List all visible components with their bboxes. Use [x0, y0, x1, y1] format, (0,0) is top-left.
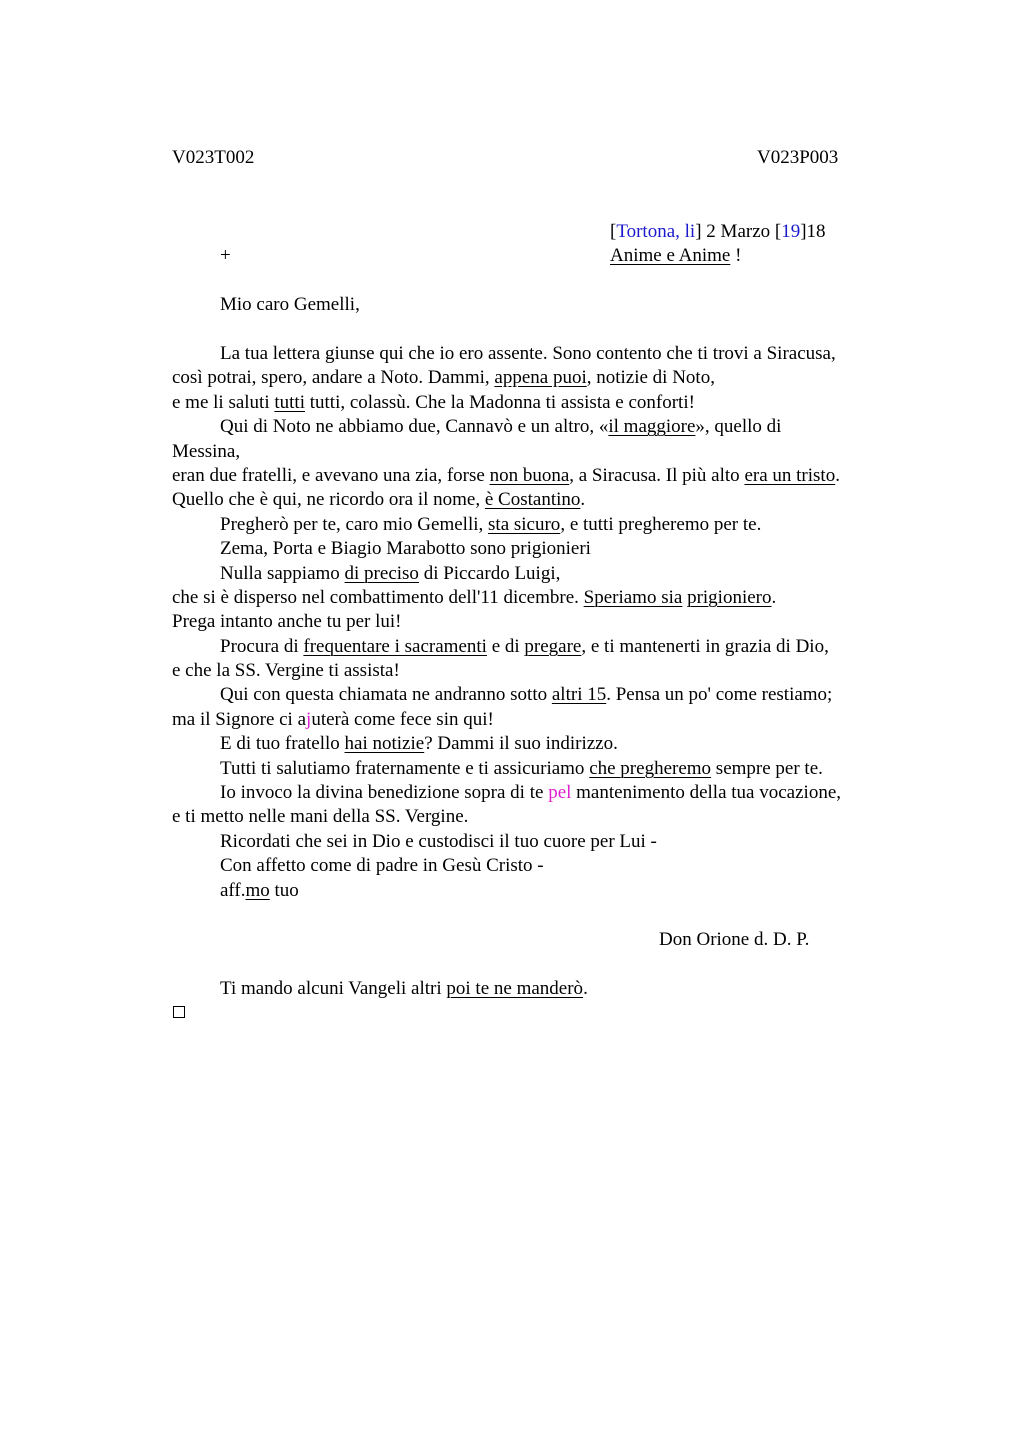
text-segment: , e tutti pregheremo per te. — [560, 513, 762, 535]
cross-mark: + — [220, 245, 231, 266]
text-segment: E di tuo fratello — [220, 733, 345, 755]
text-segment: eran due fratelli, e avevano una zia, forse — [172, 464, 490, 486]
letter-body — [172, 342, 912, 903]
postscript-end: . — [583, 978, 588, 999]
underlined-text: era un tristo — [744, 464, 836, 486]
text-segment: e me li saluti — [172, 391, 275, 413]
motto-text: Anime e Anime — [610, 245, 731, 266]
text-segment: Io invoco la divina benedizione sopra di te — [220, 782, 549, 804]
text-segment: Zema, Porta e Biagio Marabotto sono prigionieri — [220, 538, 591, 560]
motto-tail: ! — [730, 245, 742, 266]
body-line — [172, 342, 912, 366]
bracket: ] — [800, 221, 807, 242]
text-segment: Con affetto come di padre in Gesù Cristo - — [220, 855, 544, 877]
text-segment: che si è disperso nel combattimento dell'11 dicembre. — [172, 586, 584, 608]
text-segment: Qui di Noto ne abbiamo due, Cannavò e un altro, « — [220, 416, 609, 438]
underlined-text: il maggiore — [608, 416, 696, 438]
text-segment: mantenimento della tua vocazione, — [571, 782, 841, 804]
highlighted-text: pel — [548, 782, 572, 804]
text-segment: e che la SS. Vergine ti assista! — [172, 660, 400, 682]
body-line — [172, 464, 912, 488]
dateline-day-month: 2 Marzo — [701, 221, 775, 242]
salutation: Mio caro Gemelli, — [220, 294, 360, 315]
text-segment: Messina, — [172, 440, 241, 462]
underlined-text: che pregheremo — [589, 757, 712, 779]
body-line — [172, 854, 912, 878]
text-segment: Prega intanto anche tu per lui! — [172, 611, 402, 633]
dateline-year-end: 18 — [806, 221, 826, 242]
underlined-text: frequentare i sacramenti — [303, 635, 487, 657]
signature: Don Orione d. D. P. — [659, 929, 810, 950]
text-segment: . — [580, 489, 586, 511]
text-segment: uterà come fece sin qui! — [311, 708, 494, 730]
underlined-text: prigioniero — [687, 586, 772, 608]
underlined-text: non buona — [489, 464, 570, 486]
text-segment: Tutti ti salutiamo fraternamente e ti assicuriamo — [220, 757, 590, 779]
highlighted-text: j — [306, 708, 312, 730]
body-line — [172, 635, 912, 659]
body-line — [172, 683, 912, 707]
body-line — [172, 513, 912, 537]
text-segment: e ti metto nelle mani della SS. Vergine. — [172, 806, 469, 828]
underlined-text: Speriamo sia — [583, 586, 683, 608]
text-segment: . — [771, 586, 777, 608]
underlined-text: appena puoi — [494, 367, 587, 389]
underlined-text: sta sicuro — [488, 513, 561, 535]
text-segment: ? Dammi il suo indirizzo. — [424, 733, 618, 755]
text-segment: tuo — [269, 879, 299, 901]
end-square-icon — [173, 1006, 185, 1018]
body-line — [172, 488, 912, 512]
underlined-text: è Costantino — [484, 489, 581, 511]
dateline — [610, 220, 826, 244]
body-line — [172, 366, 912, 390]
text-segment: Ricordati che sei in Dio e custodisci il tuo cuore per Lui - — [220, 830, 657, 852]
body-line — [172, 659, 912, 683]
text-segment: Pregherò per te, caro mio Gemelli, — [220, 513, 489, 535]
body-line — [172, 440, 912, 464]
underlined-text: mo — [245, 879, 270, 901]
text-segment: Quello che è qui, ne ricordo ora il nome, — [172, 489, 485, 511]
bracket: [ — [774, 221, 782, 242]
underlined-text: altri 15 — [551, 684, 607, 706]
underlined-text: di preciso — [344, 562, 419, 584]
body-line — [172, 415, 912, 439]
body-line — [172, 805, 912, 829]
underlined-text: hai notizie — [344, 733, 425, 755]
body-line — [172, 781, 912, 805]
text-segment: », quello di — [695, 416, 782, 438]
postscript-text: Ti mando alcuni Vangeli altri — [220, 978, 447, 999]
body-line — [172, 830, 912, 854]
body-line — [172, 757, 912, 781]
dateline-year-century: 19 — [781, 221, 801, 242]
text-segment: aff. — [220, 879, 246, 901]
text-segment: Nulla sappiamo — [220, 562, 345, 584]
text-segment: di Piccardo Luigi, — [418, 562, 561, 584]
bracket: [ — [610, 221, 617, 242]
text-segment: Qui con questa chiamata ne andranno sotto — [220, 684, 552, 706]
text-segment: tutti, colassù. Che la Madonna ti assista e conforti! — [305, 391, 695, 413]
body-line — [172, 586, 912, 610]
text-segment: sempre per te. — [711, 757, 823, 779]
body-line — [172, 879, 912, 903]
underlined-text: tutti — [274, 391, 305, 413]
text-segment: così potrai, spero, andare a Noto. Dammi, — [172, 367, 495, 389]
body-line — [172, 562, 912, 586]
bracket: ] — [695, 221, 702, 242]
body-line — [172, 391, 912, 415]
body-line — [172, 610, 912, 634]
underlined-text: pregare — [524, 635, 582, 657]
text-segment: , a Siracusa. Il più alto — [569, 464, 745, 486]
text-segment: La tua lettera giunse qui che io ero assente. Sono contento che ti trovi a Siracusa, — [220, 343, 836, 364]
postscript-underlined: poi te ne manderò — [446, 978, 584, 999]
motto — [610, 244, 741, 268]
body-line — [172, 708, 912, 732]
text-segment: . Pensa un po' come restiamo; — [606, 684, 833, 706]
dateline-place: Tortona, li — [616, 221, 696, 242]
page-code-right: V023P003 — [757, 147, 839, 168]
body-line — [172, 537, 912, 561]
postscript — [220, 977, 588, 1001]
text-segment: . — [835, 464, 840, 486]
text-segment: e di — [486, 635, 525, 657]
body-line — [172, 732, 912, 756]
text-segment: , e ti mantenerti in grazia di Dio, — [581, 635, 829, 657]
text-segment: ma il Signore ci a — [172, 708, 307, 730]
text-segment: , notizie di Noto, — [586, 367, 715, 389]
document-code-left: V023T002 — [172, 147, 255, 168]
text-segment: Procura di — [220, 635, 304, 657]
